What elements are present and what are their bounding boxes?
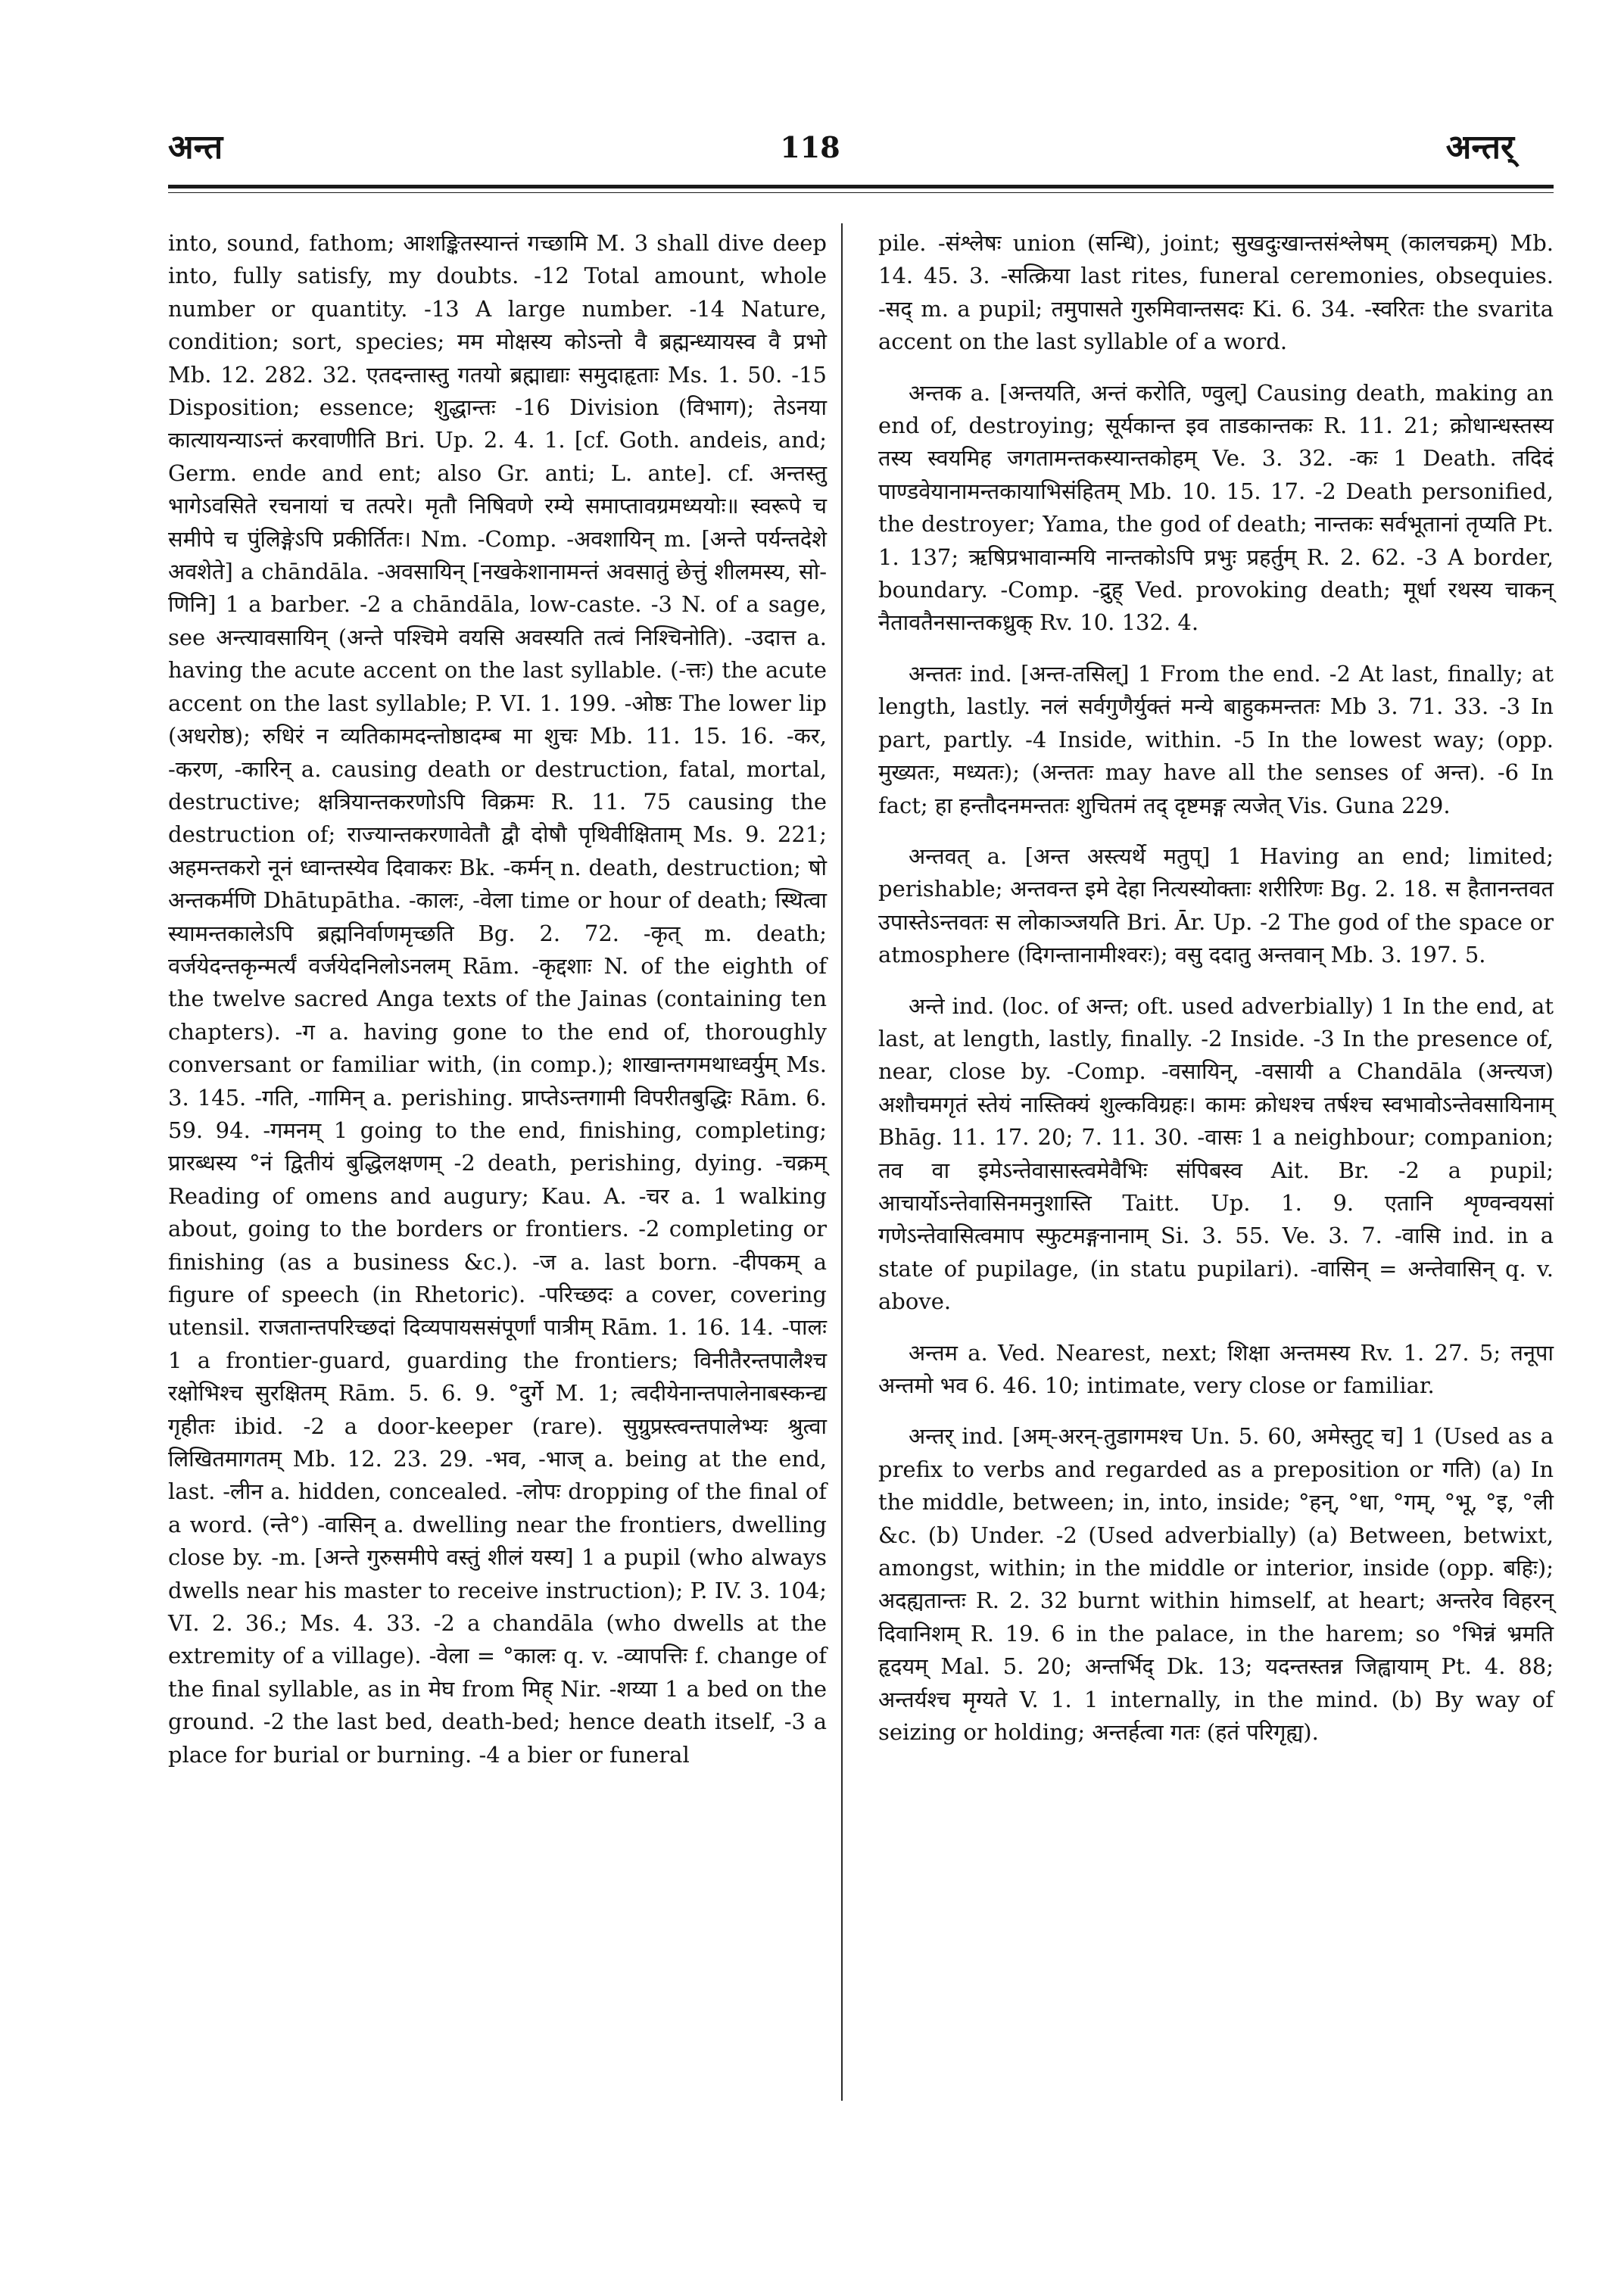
entry-continuation: into, sound, fathom; आशङ्कितस्यान्तं गच्छामि M. 3 shall dive deep into, fully satisfy, my doubts. -12 Total amount, whole number or quantity. -13 A large number. -14 Nature, condition; sort, species; मम मोक्षस्य कोऽन्तो वै ब्रह्मन्ध्यायस्व वै प्रभो Mb. 12. 282. 32. एतदन्तास्तु गतयो ब्रह्माद्याः समुदाहृताः Ms. 1. 50. -15 Disposition; essence; शुद्धान्तः -16 Division (विभाग); तेऽनया कात्यायन्याऽन्तं करवाणीति Bri. Up. 2. 4. 1. [cf. Goth. andeis, and; Germ. ende and ent; also Gr. anti; L. ante]. cf. अन्तस्तु भागेऽवसिते रचनायां च तत्परे। मृतौ निषिवणे रम्ये समाप्तावग्रमध्ययोः॥ स्वरूपे च समीपे च पुंलिङ्गेऽपि प्रकीर्तितः। Nm. -Comp. -अवशायिन् m. [अन्ते पर्यन्तदेशे अवशेते] a chāndāla. -अवसायिन् [नखकेशानामन्तं अवसातुं छेत्तुं शीलमस्य, सो-णिनि] 1 a barber. -2 a chāndāla, low-caste. -3 N. of a sage, see अन्त्यावसायिन् (अन्ते पश्चिमे वयसि अवस्यति तत्वं निश्चिनोति). -उदात्त a. having the acute accent on the last syllable. (-त्तः) the acute accent on the last syllable; P. VI. 1. 199. -ओष्ठः The lower lip (अधरोष्ठ); रुधिरं न व्यतिकामदन्तोष्ठादम्ब मा शुचः Mb. 11. 15. 16. -कर, -करण, -कारिन् a. causing death or destruction, fatal, mortal, destructive; क्षत्रियान्तकरणोऽपि विक्रमः R. 11. 75 causing the destruction of; राज्यान्तकरणावेतौ द्वौ दोषौ पृथिवीक्षिताम् Ms. 9. 221; अहमन्तकरो नूनं ध्वान्तस्येव दिवाकरः Bk. -कर्मन् n. death, destruction; षो अन्तकर्मणि Dhātupātha. -कालः, -वेला time or hour of death; स्थित्वा स्यामन्तकालेऽपि ब्रह्मनिर्वाणमृच्छति Bg. 2. 72. -कृत् m. death; वर्जयेदन्तकृन्मर्त्यं वर्जयेदनिलोऽनलम् Rām. -कृद्दशाः N. of the eighth of the twelve sacred Anga texts of the Jainas (containing ten chapters). -ग a. having gone to the end of, thoroughly conversant or familiar with, (in comp.); शाखान्तगमथाध्वर्युम् Ms. 3. 145. -गति, -गामिन् a. perishing. प्राप्तेऽन्तगामी विपरीतबुद्धिः Rām. 6. 59. 94. -गमनम् 1 going to the end, finishing, completing; प्रारब्धस्य °नं द्वितीयं बुद्धिलक्षणम् -2 death, perishing, dying. -चक्रम् Reading of omens and augury; Kau. A. -चर a. 1 walking about, going to the borders or frontiers. -2 completing or finishing (as a business &c.). -ज a. last born. -दीपकम् a figure of speech (in Rhetoric). -परिच्छदः a cover, covering utensil. राजतान्तपरिच्छदां दिव्यपायससंपूर्णां पात्रीम् Rām. 1. 16. 14. -पालः 1 a frontier-guard, guarding the frontiers; विनीतैरन्तपालैश्च रक्षोभिश्च सुरक्षितम् Rām. 5. 6. 9. °दुर्गे M. 1; त्वदीयेनान्तपालेनाबस्कन्द्य गृहीतः ibid. -2 a door-keeper (rare). सुग्रुप्रस्त्वन्तपालेभ्यः श्रुत्वा लिखितमागतम् Mb. 12. 23. 29. -भव, -भाज् a. being at the end, last. -लीन a. hidden, concealed. -लोपः dropping of the final of a word. (न्ते°) -वासिन् a. dwelling near the frontiers, dwelling close by. -m. [अन्ते गुरुसमीपे वस्तुं शीलं यस्य] 1 a pupil (who always dwells near his master to receive instruction); P. IV. 3. 104; VI. 2. 36.; Ms. 4. 33. -2 a chandāla (who dwells at the extremity of a village). -वेला = °कालः q. v. -व्यापत्तिः f. change of the final syllable, as in मेघ from मिह् Nir. -शय्या 1 a bed on the ground. -2 the last bed, death-bed; hence death itself, -3 a place for burial or burning. -4 a bier or funeral <box>168 230 827 1768</box>
entry-continuation: pile. -संश्लेषः union (सन्धि), joint; सुखदुःखान्तसंश्लेषम् (कालचक्रम्) Mb. 14. 45. 3. -सत्क्रिया last rites, funeral ceremonies, obsequies. -सद् m. a pupil; तमुपासते गुरुमिवान्तसदः Ki. 6. 34. -स्वरितः the svarita accent on the last syllable of a word. <box>878 230 1554 355</box>
page-number: 118 <box>780 130 840 164</box>
header-rule-thick <box>168 185 1554 188</box>
header-left-guide-word: अन्त <box>168 128 223 167</box>
entry-antama: अन्तम a. Ved. Nearest, next; शिक्षा अन्तमस्य Rv. 1. 27. 5; तनूपा अन्तमो भव 6. 46. 10; intimate, very close or familiar. <box>878 1339 1554 1398</box>
entry-antaka: अन्तक a. [अन्तयति, अन्तं करोति, ण्वुल्] Causing death, making an end of, destroying; सूर्यकान्त इव ताडकान्तकः R. 11. 21; क्रोधान्धस्तस्य तस्य स्वयमिह जगतामन्तकस्यान्तकोहम् Ve. 3. 32. -कः 1 Death. तदिदं पाण्डवेयानामन्तकायाभिसंहितम् Mb. 10. 15. 17. -2 Death personified, the destroyer; Yama, the god of death; नान्तकः सर्वभूतानां तृप्यति Pt. 1. 137; ऋषिप्रभावान्मयि नान्तकोऽपि प्रभुः प्रहर्तुम् R. 2. 62. -3 A border, boundary. -Comp. -द्रुह् Ved. provoking death; मूर्धा रथस्य चाकन् नैतावतैनसान्तकध्रुक् Rv. 10. 132. 4. <box>878 379 1554 636</box>
left-column <box>168 227 827 1771</box>
header-right-guide-word: अन्तर् <box>1445 128 1514 167</box>
entry-ante: अन्ते ind. (loc. of अन्त; oft. used adverbially) 1 In the end, at last, at length, lastly, finally. -2 Inside. -3 In the presence of, near, close by. -Comp. -वसायिन्, -वसायी a Chandāla (अन्त्यज) अशौचमगृतं स्तेयं नास्तिक्यं शुल्कविग्रहः। कामः क्रोधश्च तर्षश्च स्वभावोऽन्तेवसायिनाम् Bhāg. 11. 17. 20; 7. 11. 30. -वासः 1 a neighbour; companion; तव वा इमेऽन्तेवासास्त्वमेवैभिः संपिबस्व Ait. Br. -2 a pupil; आचार्योऽन्तेवासिनमनुशास्ति Taitt. Up. 1. 9. एतानि शृण्वन्वयसां गणेऽन्तेवासित्वमाप स्फुटमङ्गनानाम् Si. 3. 55. Ve. 3. 7. -वासि ind. in a state of pupilage, (in statu pupilari). -वासिन् = अन्तेवासिन् q. v. above. <box>878 992 1554 1315</box>
column-divider <box>841 223 843 2101</box>
entry-antavat: अन्तवत् a. [अन्त अस्त्यर्थे मतुप्] 1 Having an end; limited; perishable; अन्तवन्त इमे देहा नित्यस्योक्ताः शरीरिणः Bg. 2. 18. स हैतानन्तवत उपास्तेऽन्तवतः स लोकाञ्जयति Bri. Ār. Up. -2 The god of the space or atmosphere (दिगन्तानामीश्वरः); वसु ददातु अन्तवान् Mb. 3. 197. 5. <box>878 843 1554 968</box>
right-column <box>878 227 1554 1749</box>
entry-antatah: अन्ततः ind. [अन्त-तसिल्] 1 From the end. -2 At last, finally; at length, lastly. नलं सर्वगुणैर्युक्तं मन्ये बाहुकमन्ततः Mb 3. 71. 33. -3 In part, partly. -4 Inside, within. -5 In the lowest way; (opp. मुख्यतः, मध्यतः); (अन्ततः may have all the senses of अन्त). -6 In fact; हा हन्तौदनमन्ततः शुचितमं तद् दृष्टमङ्ग त्यजेत् Vis. Guna 229. <box>878 660 1554 818</box>
header-rule-thin <box>168 192 1554 193</box>
entry-antar: अन्तर् ind. [अम्-अरन्-तुडागमश्च Un. 5. 60, अमेस्तुट् च] 1 (Used as a prefix to verbs and regarded as a preposition or गति) (a) In the middle, between; in, into, inside; °हन्, °धा, °गम्, °भू, °इ, °ली &c. (b) Under. -2 (Used adverbially) (a) Between, betwixt, amongst, within; in the middle or interior, inside (opp. बहिः); अदह्यतान्तः R. 2. 32 burnt within himself, at heart; अन्तरेव विहरन् दिवानिशम् R. 19. 6 in the palace, in the harem; so °भिन्नं भ्रमति हृदयम् Mal. 5. 20; अन्तर्भिद् Dk. 13; यदन्तस्तन्न जिह्वायाम् Pt. 4. 88; अन्तर्यश्च मृग्यते V. 1. 1 internally, in the mind. (b) By way of seizing or holding; अन्तर्हत्वा गतः (हतं परिगृह्य). <box>878 1423 1554 1746</box>
